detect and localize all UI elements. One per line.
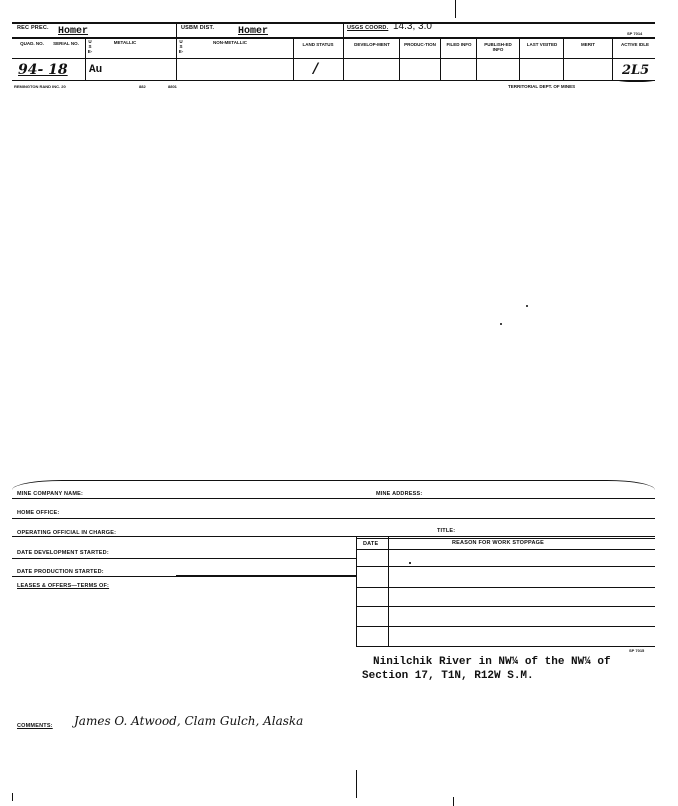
divider — [356, 549, 655, 550]
usgs-coord-label: USGS COORD. — [347, 25, 389, 31]
col-metallic: METALLIC — [113, 40, 137, 45]
col-development: DEVELOP-MENT — [354, 42, 390, 47]
divider — [356, 566, 655, 567]
col-production: PRODUC-TION — [404, 42, 436, 47]
divider — [563, 37, 564, 80]
form-number-top: SP 7014 — [627, 31, 643, 36]
divider — [356, 646, 655, 647]
reason-header: REASON FOR WORK STOPPAGE — [452, 540, 544, 546]
comments-value: James O. Atwood, Clam Gulch, Alaska — [74, 714, 304, 728]
divider — [12, 793, 13, 801]
element — [607, 480, 655, 490]
divider — [356, 770, 357, 798]
col-filed-info: FILED INFO — [446, 42, 472, 47]
usbm-dist-value: Homer — [238, 26, 269, 37]
divider — [612, 37, 613, 80]
card-bottom-border — [12, 80, 655, 81]
divider — [476, 37, 477, 80]
handwritten-curve — [617, 77, 655, 82]
divider — [12, 536, 655, 537]
divider — [343, 22, 344, 80]
col-active-idle: ACTIVE IDLE — [620, 42, 649, 47]
date-header: DATE — [363, 541, 379, 547]
rec-prec-label: REC PREC. — [17, 25, 49, 31]
metallic-value: Au — [89, 64, 103, 76]
comments-label: COMMENTS: — [17, 723, 53, 729]
col-published-info: PUBLISH-ED INFO — [484, 42, 512, 52]
divider — [356, 626, 655, 627]
mine-address-label: MINE ADDRESS: — [376, 491, 423, 497]
divider — [12, 576, 356, 577]
divider — [176, 575, 356, 576]
department-label: TERRITORIAL DEPT. OF MINES — [508, 84, 576, 89]
divider — [176, 22, 177, 80]
divider — [356, 538, 655, 539]
divider — [12, 498, 655, 499]
land-status-value: / — [313, 61, 319, 77]
element — [12, 480, 62, 490]
col-nonmetallic: NON-METALLIC — [213, 40, 247, 45]
printer-code-1: 882 — [139, 84, 146, 89]
divider — [62, 480, 607, 481]
col-land-status: LAND STATUS — [302, 42, 334, 47]
divider — [388, 536, 389, 646]
speck — [526, 305, 528, 307]
title-label: TITLE: — [437, 528, 456, 534]
element — [409, 562, 411, 564]
divider — [12, 518, 655, 519]
column-header-divider — [12, 58, 655, 59]
divider — [356, 536, 357, 646]
col-nonmetallic-use: U S E- — [178, 39, 184, 54]
divider — [293, 37, 294, 80]
usbm-dist-label: USBM DIST. — [181, 25, 215, 31]
punch-tick — [455, 0, 456, 18]
divider — [12, 558, 356, 559]
location-line-1: Ninilchik River in NW¼ of the NW¼ of — [373, 656, 611, 668]
form-number-bottom: SP 7015 — [629, 648, 645, 653]
printer-code-2: 8801 — [168, 84, 177, 89]
card-top-border — [12, 22, 655, 24]
printer-line: REMINGTON RAND INC. 20 — [14, 84, 66, 89]
usgs-coord-value: 14.3, 3.0 — [393, 21, 432, 32]
home-office-label: HOME OFFICE: — [17, 510, 60, 516]
col-merit: MERIT — [581, 42, 595, 47]
leases-offers-label: LEASES & OFFERS—TERMS OF: — [17, 583, 110, 589]
col-metallic-use: U S E- — [87, 39, 93, 54]
divider — [356, 587, 655, 588]
divider — [399, 37, 400, 80]
location-line-2: Section 17, T1N, R12W S.M. — [362, 670, 534, 682]
header-row-divider — [12, 37, 655, 39]
date-development-started-label: DATE DEVELOPMENT STARTED: — [17, 550, 109, 556]
col-last-visited: LAST VISITED — [526, 42, 558, 47]
date-production-started-label: DATE PRODUCTION STARTED: — [17, 569, 104, 575]
operating-official-label: OPERATING OFFICIAL IN CHARGE: — [17, 530, 117, 536]
col-serial-no: SERIAL NO. — [53, 41, 79, 46]
divider — [453, 797, 454, 806]
divider — [440, 37, 441, 80]
divider — [85, 37, 86, 80]
divider — [356, 606, 655, 607]
rec-prec-value: Homer — [58, 26, 89, 37]
col-quad-no: QUAD. NO. — [20, 41, 44, 46]
mine-company-name-label: MINE COMPANY NAME: — [17, 491, 84, 497]
divider — [519, 37, 520, 80]
quad-serial-value: 94- 18 — [18, 62, 68, 78]
speck — [500, 323, 502, 325]
active-idle-value: 2L5 — [622, 63, 650, 78]
